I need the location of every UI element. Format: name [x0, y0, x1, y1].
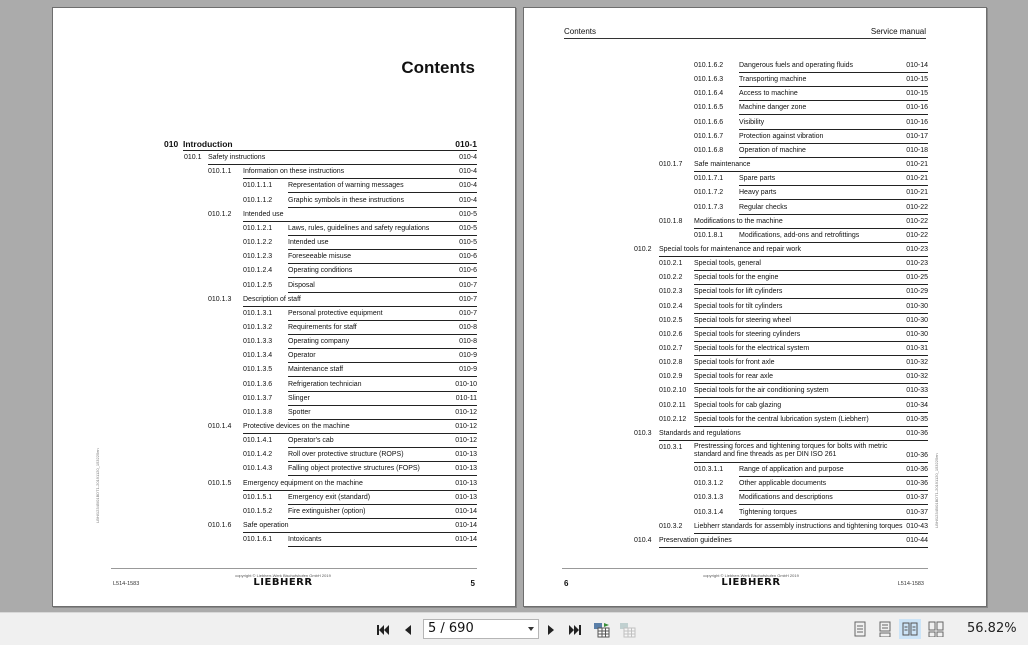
toc-entry-title[interactable]: Visibility [739, 118, 928, 130]
toc-entry-number: 010.2.6 [659, 330, 683, 338]
toc-entry-page: 010-15 [906, 76, 928, 84]
toc-entry[interactable] [659, 401, 928, 415]
toc-entry-title[interactable]: Modifications, add-ons and retrofittings [739, 231, 928, 243]
toc-entry-number: 010.2.10 [659, 387, 687, 395]
toc-entry-number: 010.2.9 [659, 373, 683, 381]
toc-entry-number: 010.1.6.7 [694, 132, 724, 140]
toc-entry-title[interactable]: Laws, rules, guidelines and safety regulations [288, 224, 477, 236]
toc-entry[interactable] [243, 323, 477, 337]
toc-entry-title[interactable]: Special tools for front axle [694, 358, 928, 370]
toc-entry-number: 010.1.2.4 [243, 267, 273, 275]
page-6 [523, 7, 987, 607]
toc-entry[interactable] [694, 188, 928, 202]
toc-entry-number: 010.1.7 [659, 161, 683, 169]
toc-entry[interactable] [694, 132, 928, 146]
toc-entry-number: 010.1.2.5 [243, 281, 273, 289]
toc-entry[interactable] [184, 153, 477, 167]
toc-entry[interactable] [243, 394, 477, 408]
toc-entry[interactable] [164, 139, 477, 153]
document-id: L514-1583 [113, 581, 140, 587]
toc-entry-number: 010.2.8 [659, 359, 683, 367]
toc-entry-title[interactable]: Requirements for staff [288, 323, 477, 335]
toc-entry-number: 010.3 [634, 429, 652, 437]
toc-entry-number: 010.1.3.8 [243, 408, 273, 416]
copyright-text: copyright © Liebherr-Werk Bischofshofen GmbH 2019 [235, 573, 331, 578]
toc-entry-title[interactable]: Intoxicants [288, 535, 477, 547]
toc-entry-page: 010-23 [906, 245, 928, 253]
toc-entry[interactable] [208, 295, 477, 309]
toc-entry[interactable] [634, 429, 928, 443]
toc-entry-title[interactable]: Representation of warning messages [288, 181, 477, 193]
toc-entry-number: 010.2.5 [659, 316, 683, 324]
toc-entry[interactable] [659, 415, 928, 429]
toc-entry-number: 010.3.1.1 [694, 466, 724, 474]
toc-entry-page: 010-22 [906, 231, 928, 239]
toc-entry-number: 010.1.8 [659, 217, 683, 225]
running-header [564, 27, 926, 39]
toc-entry-page: 010-7 [459, 309, 477, 317]
toc-entry[interactable] [208, 422, 477, 436]
toc-entry-title[interactable]: Refrigeration technician [288, 380, 477, 392]
toc-entry-title[interactable]: Modifications to the machine [694, 217, 928, 229]
toc-entry-title[interactable]: Roll over protective structure (ROPS) [288, 450, 477, 462]
toc-entry-number: 010.1.7.3 [694, 203, 724, 211]
toc-entry[interactable] [659, 330, 928, 344]
toc-entry-page: 010-21 [906, 175, 928, 183]
toc-entry-number: 010.2.4 [659, 302, 683, 310]
toc-entry-page: 010-8 [459, 323, 477, 331]
toc-entry-number: 010.1.1.1 [243, 182, 273, 190]
toc-entry-number: 010.3.1.4 [694, 508, 724, 516]
toc-entry-title[interactable]: Safe maintenance [694, 160, 928, 172]
toc-entry-title[interactable]: Personal protective equipment [288, 309, 477, 321]
toc-entry[interactable] [208, 521, 477, 535]
toc-entry[interactable] [243, 238, 477, 252]
toc-entry[interactable] [208, 210, 477, 224]
toc-entry-title[interactable]: Special tools for the air conditioning system [694, 386, 928, 398]
toc-entry-title[interactable]: Safe operation [243, 521, 477, 533]
toc-entry-page: 010-36 [906, 452, 928, 460]
zoom-level[interactable]: 56.82% [967, 621, 1017, 636]
toc-entry-page: 010-4 [459, 182, 477, 190]
toc-entry-title[interactable]: Operation of machine [739, 146, 928, 158]
toc-entry-page: 010-1 [455, 139, 477, 149]
header-left: Contents [564, 27, 597, 36]
toc-entry-page: 010-37 [906, 508, 928, 516]
toc-entry-number: 010.1.4.2 [243, 451, 273, 459]
toc-entry[interactable] [208, 167, 477, 181]
toc-entry-title[interactable]: Disposal [288, 281, 477, 293]
toc-entry[interactable] [243, 252, 477, 266]
toc-entry[interactable] [243, 535, 477, 549]
toc-entry[interactable] [243, 408, 477, 422]
toc-entry[interactable] [243, 181, 477, 195]
toc-entry-number: 010.1.5.2 [243, 507, 273, 515]
toc-entry-title[interactable]: Emergency exit (standard) [288, 493, 477, 505]
toc-entry-title[interactable]: Operating conditions [288, 266, 477, 278]
toc-entry-page: 010-12 [455, 423, 477, 430]
facing-pages-view-icon[interactable] [899, 619, 921, 639]
toc-entry[interactable] [659, 217, 928, 231]
toc-entry-title[interactable]: Maintenance staff [288, 365, 477, 377]
toc-entry-number: 010.1.6.2 [694, 62, 724, 69]
toc-entry-number: 010.1.3.7 [243, 394, 273, 402]
toc-entry-number: 010.1.2.1 [243, 224, 273, 232]
previous-page-icon[interactable] [399, 621, 417, 639]
toc-entry-number: 010 [164, 139, 179, 149]
toc-entry[interactable] [694, 118, 928, 132]
toc-entry-number: 010.1.8.1 [694, 231, 724, 239]
toc-entry-title[interactable]: Special tools for maintenance and repair work [659, 245, 928, 257]
toc-entry-number: 010.1.3 [208, 295, 232, 303]
toc-entry-title[interactable]: Spare parts [739, 174, 928, 186]
toc-entry-title[interactable]: Special tools, general [694, 259, 928, 271]
toc-entry-page: 010-32 [906, 373, 928, 381]
side-doc-code: LBH/12345/01BDT1-20191120_153225en [95, 448, 100, 523]
toc-entry-page: 010-9 [459, 366, 477, 374]
toc-entry[interactable] [243, 351, 477, 365]
toc-entry-title[interactable]: Graphic symbols in these instructions [288, 196, 477, 208]
toc-entry-title[interactable]: Operating company [288, 337, 477, 349]
toc-entry-page: 010-10 [455, 380, 477, 388]
toc-entry-title[interactable]: Regular checks [739, 203, 928, 215]
toc-entry-title[interactable]: Emergency equipment on the machine [243, 479, 477, 491]
toc-entry-page: 010-35 [906, 415, 928, 423]
toc-entry-number: 010.1.5 [208, 479, 232, 487]
toc-entry-page: 010-30 [906, 302, 928, 310]
toc-entry[interactable] [659, 316, 928, 330]
toc-entry-page: 010-25 [906, 274, 928, 282]
toc-entry-page: 010-12 [455, 437, 477, 445]
toc-entry-page: 010-6 [459, 267, 477, 275]
toc-entry-page: 010-21 [906, 161, 928, 169]
toc-entry[interactable] [659, 522, 928, 536]
toc-entry-title[interactable]: Other applicable documents [739, 479, 928, 491]
toc-entry-page: 010-13 [455, 451, 477, 459]
toc-entry-number: 010.1.6 [208, 522, 232, 530]
toc-entry-title[interactable]: Special tools for steering cylinders [694, 330, 928, 342]
toc-entry-number: 010.1.3.1 [243, 309, 273, 317]
toc-entry-page: 010-11 [455, 394, 477, 402]
toc-entry-page: 010-13 [455, 479, 477, 487]
toc-entry[interactable] [694, 75, 928, 89]
go-forward-icon[interactable] [619, 621, 637, 639]
footer-divider [562, 568, 928, 569]
toc-entry-page: 010-9 [459, 352, 477, 360]
toc-entry-title[interactable]: Machine danger zone [739, 103, 928, 115]
toc-entry-title[interactable]: Protective devices on the machine [243, 422, 477, 434]
toc-entry-page: 010-32 [906, 359, 928, 367]
copyright-text: copyright © Liebherr-Werk Bischofshofen GmbH 2019 [703, 573, 799, 578]
toc-entry[interactable] [243, 281, 477, 295]
toc-entry-number: 010.1.3.5 [243, 366, 273, 374]
toc-entry-page: 010-16 [906, 104, 928, 112]
toc-entry-number: 010.1.7.2 [694, 189, 724, 197]
toc-entry-title[interactable]: Special tools for steering wheel [694, 316, 928, 328]
toc-entry[interactable] [659, 287, 928, 301]
toc-entry[interactable] [694, 508, 928, 522]
toc-entry-page: 010-7 [459, 295, 477, 303]
toc-entry[interactable] [243, 507, 477, 521]
toc-entry-number: 010.2.2 [659, 274, 683, 282]
toc-entry[interactable] [694, 174, 928, 188]
toc-entry-number: 010.1.4.1 [243, 437, 273, 445]
toc-entry-title[interactable]: Modifications and descriptions [739, 493, 928, 505]
toc-entry-page: 010-43 [906, 522, 928, 530]
toc-entry-title[interactable]: Protection against vibration [739, 132, 928, 144]
toc-entry[interactable] [243, 266, 477, 280]
toc-entry[interactable] [694, 146, 928, 160]
toc-entry-title[interactable]: Heavy parts [739, 188, 928, 200]
toc-entry-page: 010-36 [906, 480, 928, 488]
toc-entry[interactable] [243, 337, 477, 351]
toc-entry-number: 010.4 [634, 536, 652, 544]
toc-entry-title[interactable]: Special tools for cab glazing [694, 401, 928, 413]
toc-entry-page: 010-8 [459, 338, 477, 346]
document-id: L514-1583 [897, 581, 924, 587]
toc-entry[interactable] [694, 465, 928, 479]
toc-entry-title[interactable]: Liebherr standards for assembly instructions and tightening torques [694, 522, 928, 534]
toc-entry-title[interactable]: Range of application and purpose [739, 465, 928, 477]
toc-entry-page: 010-34 [906, 401, 928, 409]
toc-entry-number: 010.1.6.5 [694, 104, 724, 112]
toc-entry-page: 010-4 [459, 196, 477, 204]
toc-entry-number: 010.2 [634, 245, 652, 253]
toc-entry-number: 010.1.3.6 [243, 380, 273, 388]
toc-entry-number: 010.1.2 [208, 210, 232, 218]
toc-entry-title[interactable]: Slinger [288, 394, 477, 406]
toc-entry-page: 010-7 [459, 281, 477, 289]
toc-entry-title[interactable]: Foreseeable misuse [288, 252, 477, 264]
toc-entry-title[interactable]: Preservation guidelines [659, 536, 928, 548]
toc-entry-page: 010-17 [906, 132, 928, 140]
toc-entry[interactable] [694, 231, 928, 245]
footer-divider [111, 568, 477, 569]
toc-entry-number: 010.1.4 [208, 423, 232, 430]
toc-entry-number: 010.1 [184, 154, 202, 162]
toc-entry[interactable] [694, 493, 928, 507]
navigation-toolbar [0, 612, 1028, 645]
toc-entry-number: 010.1.6.1 [243, 536, 273, 544]
toc-entry-number: 010.3.1.3 [694, 494, 724, 502]
toc-entry-title[interactable]: Operator [288, 351, 477, 363]
toc-entry-page: 010-14 [455, 536, 477, 544]
toc-entry-number: 010.1.2.3 [243, 253, 273, 261]
toc-entry[interactable] [243, 196, 477, 210]
toc-entry-page: 010-5 [459, 210, 477, 218]
toc-entry-number: 010.1.3.2 [243, 323, 273, 331]
toc-entry-page: 010-5 [459, 224, 477, 232]
toc-entry[interactable] [243, 309, 477, 323]
single-page-view-icon[interactable] [849, 619, 871, 639]
toc-entry-number: 010.1.6.4 [694, 90, 724, 98]
toc-entry-page: 010-36 [906, 429, 928, 437]
page-5 [52, 7, 516, 607]
toc-entry[interactable] [659, 372, 928, 386]
toc-entry-title[interactable]: Safety instructions [208, 153, 477, 165]
toc-entry-page: 010-22 [906, 203, 928, 211]
toc-entry-title[interactable]: Special tools for the central lubrication system (Liebherr) [694, 415, 928, 427]
toc-entry-title[interactable]: Special tools for lift cylinders [694, 287, 928, 299]
toc-entry-title[interactable]: Transporting machine [739, 75, 928, 87]
toc-entry-number: 010.1.3.3 [243, 338, 273, 346]
toc-entry-page: 010-14 [455, 507, 477, 515]
toc-entry[interactable] [694, 479, 928, 493]
chevron-down-icon[interactable] [528, 627, 534, 631]
toc-entry[interactable] [243, 493, 477, 507]
toc-entry-page: 010-4 [459, 154, 477, 162]
toc-entry-title[interactable]: Special tools for rear axle [694, 372, 928, 384]
toc-entry-title[interactable]: Falling object protective structures (FOPS) [288, 464, 477, 476]
toc-entry[interactable] [659, 160, 928, 174]
toc-entry-title[interactable]: Dangerous fuels and operating fluids [739, 61, 928, 73]
go-back-icon[interactable] [593, 621, 611, 639]
toc-entry[interactable] [243, 464, 477, 478]
contents-title: Contents [401, 58, 475, 77]
toc-entry-number: 010.1.1 [208, 168, 232, 176]
toc-entry-number: 010.2.12 [659, 415, 687, 423]
toc-entry-title[interactable]: Spotter [288, 408, 477, 420]
toc-entry[interactable] [243, 224, 477, 238]
toc-entry-title[interactable]: Special tools for the electrical system [694, 344, 928, 356]
toc-entry-number: 010.1.7.1 [694, 175, 724, 183]
toc-entry-page: 010-16 [906, 118, 928, 126]
liebherr-logo: LIEBHERR [253, 577, 313, 588]
toc-entry-title[interactable]: Information on these instructions [243, 167, 477, 179]
toc-entry-title[interactable]: Operator's cab [288, 436, 477, 448]
first-page-icon[interactable] [374, 621, 392, 639]
toc-entry[interactable] [208, 479, 477, 493]
toc-entry-page: 010-4 [459, 168, 477, 176]
page-number: 6 [564, 579, 569, 588]
toc-entry[interactable] [694, 61, 928, 75]
toc-entry-number: 010.2.1 [659, 260, 683, 268]
toc-entry-number: 010.1.4.3 [243, 465, 273, 473]
toc-entry-title[interactable]: Introduction [183, 139, 477, 151]
toc-entry-page: 010-13 [455, 493, 477, 501]
liebherr-logo: LIEBHERR [721, 577, 781, 588]
toc-entry-number: 010.1.6.8 [694, 146, 724, 154]
toc-entry-number: 010.2.3 [659, 288, 683, 296]
toc-entry-page: 010-14 [906, 62, 928, 69]
toc-entry-page: 010-22 [906, 217, 928, 225]
toc-entry[interactable] [659, 302, 928, 316]
toc-entry-page: 010-15 [906, 90, 928, 98]
toc-entry[interactable] [659, 273, 928, 287]
toc-entry[interactable] [634, 536, 928, 550]
toc-entry-page: 010-21 [906, 189, 928, 197]
toc-entry-number: 010.2.11 [659, 401, 686, 409]
toc-entry-page: 010-14 [455, 522, 477, 530]
toc-entry-page: 010-36 [906, 466, 928, 474]
toc-entry-page: 010-30 [906, 316, 928, 324]
toc-entry-title[interactable]: Prestressing forces and tightening torques for bolts with metric standard and fine threads as per DIN ISO 261 [694, 443, 928, 463]
toc-entry-page: 010-6 [459, 253, 477, 261]
toc-entry[interactable] [694, 203, 928, 217]
toc-entry-title[interactable]: Access to machine [739, 89, 928, 101]
toc-entry[interactable] [243, 450, 477, 464]
page-indicator: 5 / 690 [428, 621, 474, 636]
toc-entry[interactable] [659, 344, 928, 358]
toc-entry-title[interactable]: Fire extinguisher (option) [288, 507, 477, 519]
facing-continuous-view-icon[interactable] [925, 619, 947, 639]
toc-entry-number: 010.2.7 [659, 345, 683, 352]
toc-entry[interactable] [634, 245, 928, 259]
toc-entry[interactable] [243, 365, 477, 379]
toc-entry-title[interactable]: Intended use [243, 210, 477, 222]
toc-entry-title[interactable]: Standards and regulations [659, 429, 928, 441]
toc-entry-page: 010-30 [906, 330, 928, 338]
next-page-icon[interactable] [542, 621, 560, 639]
toc-entry-page: 010-13 [455, 465, 477, 473]
toc-entry-page: 010-23 [906, 260, 928, 268]
toc-entry[interactable] [243, 380, 477, 394]
toc-entry[interactable] [694, 89, 928, 103]
toc-entry-number: 010.1.3.4 [243, 352, 273, 360]
toc-entry-page: 010-31 [906, 345, 928, 352]
toc-entry-number: 010.1.6.3 [694, 76, 724, 84]
toc-entry-page: 010-29 [906, 288, 928, 296]
toc-entry-number: 010.3.1 [659, 444, 683, 452]
toc-entry[interactable] [659, 259, 928, 273]
toc-entry[interactable] [694, 103, 928, 117]
header-right: Service manual [870, 27, 926, 36]
toc-entry-title[interactable]: Special tools for tilt cylinders [694, 302, 928, 314]
toc-entry-number: 010.3.1.2 [694, 480, 724, 488]
toc-entry-page: 010-37 [906, 494, 928, 502]
toc-entry-number: 010.1.6.6 [694, 118, 724, 126]
toc-entry-number: 010.1.5.1 [243, 493, 273, 501]
toc-entry[interactable] [243, 436, 477, 450]
last-page-icon[interactable] [566, 621, 584, 639]
toc-entry[interactable] [659, 443, 928, 460]
continuous-view-icon[interactable] [874, 619, 896, 639]
toc-entry-page: 010-18 [906, 146, 928, 154]
toc-entry-page: 010-33 [906, 387, 928, 395]
page-number: 5 [470, 579, 475, 588]
toc-entry-number: 010.1.2.2 [243, 239, 273, 247]
toc-entry-title[interactable]: Intended use [288, 238, 477, 250]
toc-entry[interactable] [659, 358, 928, 372]
toc-entry-title[interactable]: Tightening torques [739, 508, 928, 520]
toc-entry-page: 010-44 [906, 536, 928, 544]
toc-entry-title[interactable]: Description of staff [243, 295, 477, 307]
toc-entry-number: 010.3.2 [659, 522, 683, 530]
toc-entry-page: 010-5 [459, 239, 477, 247]
toc-entry-page: 010-12 [455, 408, 477, 416]
side-doc-code: LBH/12345/01BDT1-20191120_153225en [934, 453, 939, 528]
page-number-select[interactable] [423, 619, 539, 639]
toc-entry[interactable] [659, 386, 928, 400]
toc-entry-title[interactable]: Special tools for the engine [694, 273, 928, 285]
toc-entry-number: 010.1.1.2 [243, 196, 273, 204]
